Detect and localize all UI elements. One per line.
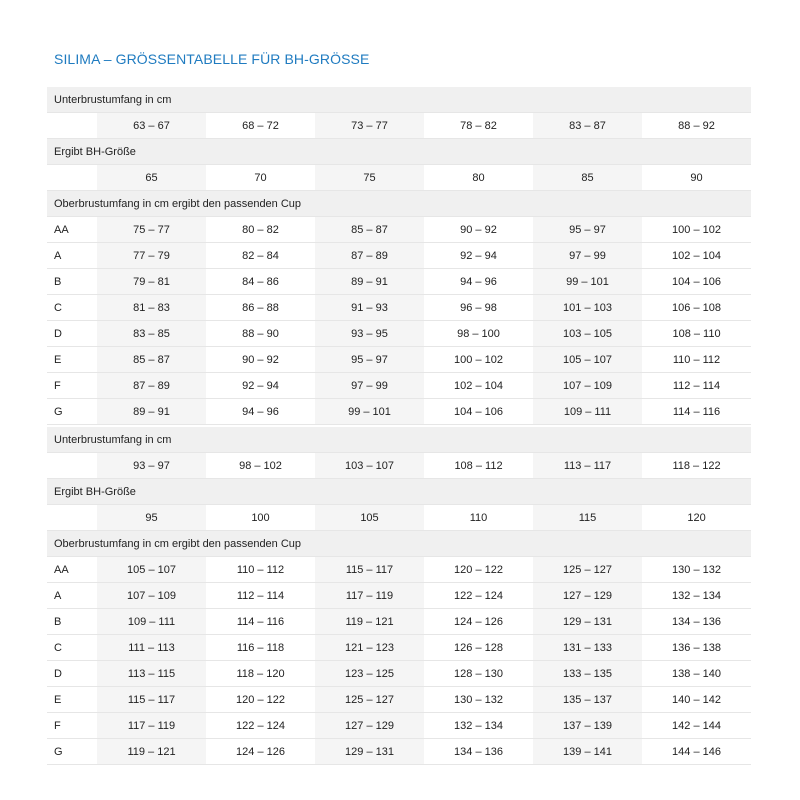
cup-name: A	[47, 583, 97, 609]
bra-size-value: 100	[206, 505, 315, 531]
overbust-value: 83 – 85	[97, 321, 206, 347]
overbust-value: 96 – 98	[424, 295, 533, 321]
overbust-value: 132 – 134	[424, 713, 533, 739]
overbust-value: 105 – 107	[97, 557, 206, 583]
underbust-label: Unterbrustumfang in cm	[47, 87, 751, 113]
cup-name: G	[47, 399, 97, 425]
overbust-value: 102 – 104	[642, 243, 751, 269]
overbust-value: 114 – 116	[206, 609, 315, 635]
overbust-value: 118 – 120	[206, 661, 315, 687]
cup-row	[47, 295, 751, 321]
overbust-value: 103 – 105	[533, 321, 642, 347]
overbust-value: 140 – 142	[642, 687, 751, 713]
overbust-value: 87 – 89	[315, 243, 424, 269]
overbust-value: 95 – 97	[533, 217, 642, 243]
overbust-value: 107 – 109	[533, 373, 642, 399]
underbust-label-row	[47, 87, 751, 113]
cup-name: E	[47, 687, 97, 713]
row-lead-spacer	[47, 113, 97, 139]
overbust-value: 95 – 97	[315, 347, 424, 373]
overbust-value: 128 – 130	[424, 661, 533, 687]
size-label: Ergibt BH-Größe	[47, 139, 751, 165]
sizes-row	[47, 165, 751, 191]
cup-row	[47, 557, 751, 583]
underbust-value: 98 – 102	[206, 453, 315, 479]
overbust-value: 127 – 129	[533, 583, 642, 609]
cup-name: F	[47, 373, 97, 399]
underbust-value: 113 – 117	[533, 453, 642, 479]
overbust-value: 109 – 111	[97, 609, 206, 635]
overbust-value: 102 – 104	[424, 373, 533, 399]
bra-size-value: 120	[642, 505, 751, 531]
overbust-value: 92 – 94	[206, 373, 315, 399]
overbust-value: 139 – 141	[533, 739, 642, 765]
overbust-value: 124 – 126	[424, 609, 533, 635]
bra-size-value: 65	[97, 165, 206, 191]
size-label-row	[47, 479, 751, 505]
sizes-row	[47, 505, 751, 531]
cup-name: F	[47, 713, 97, 739]
overbust-value: 124 – 126	[206, 739, 315, 765]
overbust-value: 82 – 84	[206, 243, 315, 269]
cup-row	[47, 321, 751, 347]
overbust-value: 94 – 96	[424, 269, 533, 295]
overbust-value: 125 – 127	[315, 687, 424, 713]
overbust-value: 101 – 103	[533, 295, 642, 321]
cup-name: E	[47, 347, 97, 373]
cup-name: C	[47, 295, 97, 321]
overbust-value: 117 – 119	[315, 583, 424, 609]
overbust-value: 107 – 109	[97, 583, 206, 609]
cup-name: AA	[47, 217, 97, 243]
overbust-value: 94 – 96	[206, 399, 315, 425]
cup-row	[47, 713, 751, 739]
overbust-value: 138 – 140	[642, 661, 751, 687]
overbust-value: 108 – 110	[642, 321, 751, 347]
underbust-label-row	[47, 427, 751, 453]
overbust-value: 86 – 88	[206, 295, 315, 321]
cup-row	[47, 661, 751, 687]
row-lead-spacer	[47, 453, 97, 479]
overbust-value: 109 – 111	[533, 399, 642, 425]
underbust-label: Unterbrustumfang in cm	[47, 427, 751, 453]
overbust-value: 110 – 112	[642, 347, 751, 373]
overbust-value: 134 – 136	[424, 739, 533, 765]
overbust-value: 99 – 101	[533, 269, 642, 295]
underbust-value: 88 – 92	[642, 113, 751, 139]
overbust-value: 84 – 86	[206, 269, 315, 295]
overbust-value: 119 – 121	[97, 739, 206, 765]
underbust-value: 73 – 77	[315, 113, 424, 139]
cup-row	[47, 583, 751, 609]
overbust-value: 135 – 137	[533, 687, 642, 713]
overbust-value: 132 – 134	[642, 583, 751, 609]
overbust-value: 87 – 89	[97, 373, 206, 399]
overbust-value: 113 – 115	[97, 661, 206, 687]
underbust-value: 78 – 82	[424, 113, 533, 139]
overbust-value: 120 – 122	[206, 687, 315, 713]
overbust-value: 104 – 106	[424, 399, 533, 425]
overbust-value: 133 – 135	[533, 661, 642, 687]
overbust-value: 91 – 93	[315, 295, 424, 321]
overbust-value: 92 – 94	[424, 243, 533, 269]
overbust-value: 122 – 124	[424, 583, 533, 609]
underbust-value: 118 – 122	[642, 453, 751, 479]
row-lead-spacer	[47, 165, 97, 191]
cup-row	[47, 269, 751, 295]
overbust-value: 88 – 90	[206, 321, 315, 347]
overbust-value: 98 – 100	[424, 321, 533, 347]
overbust-value: 115 – 117	[315, 557, 424, 583]
overbust-value: 123 – 125	[315, 661, 424, 687]
underbust-value: 68 – 72	[206, 113, 315, 139]
cup-name: C	[47, 635, 97, 661]
cup-row	[47, 687, 751, 713]
bra-size-value: 115	[533, 505, 642, 531]
cup-label-row	[47, 531, 751, 557]
overbust-value: 126 – 128	[424, 635, 533, 661]
page-title: SILIMA – GRÖSSENTABELLE FÜR BH-GRÖSSE	[54, 51, 370, 67]
overbust-value: 106 – 108	[642, 295, 751, 321]
underbust-values-row	[47, 453, 751, 479]
cup-name: G	[47, 739, 97, 765]
overbust-value: 112 – 114	[642, 373, 751, 399]
overbust-value: 111 – 113	[97, 635, 206, 661]
cup-label: Oberbrustumfang in cm ergibt den passenden Cup	[47, 191, 751, 217]
overbust-value: 134 – 136	[642, 609, 751, 635]
overbust-value: 93 – 95	[315, 321, 424, 347]
underbust-values-row	[47, 113, 751, 139]
overbust-value: 114 – 116	[642, 399, 751, 425]
cup-row	[47, 347, 751, 373]
overbust-value: 80 – 82	[206, 217, 315, 243]
cup-name: D	[47, 321, 97, 347]
overbust-value: 99 – 101	[315, 399, 424, 425]
overbust-value: 137 – 139	[533, 713, 642, 739]
bra-size-value: 75	[315, 165, 424, 191]
bra-size-value: 80	[424, 165, 533, 191]
overbust-value: 85 – 87	[97, 347, 206, 373]
size-label: Ergibt BH-Größe	[47, 479, 751, 505]
overbust-value: 79 – 81	[97, 269, 206, 295]
overbust-value: 125 – 127	[533, 557, 642, 583]
overbust-value: 81 – 83	[97, 295, 206, 321]
overbust-value: 121 – 123	[315, 635, 424, 661]
cup-row	[47, 635, 751, 661]
overbust-value: 90 – 92	[424, 217, 533, 243]
overbust-value: 77 – 79	[97, 243, 206, 269]
overbust-value: 97 – 99	[533, 243, 642, 269]
size-label-row	[47, 139, 751, 165]
bra-size-value: 85	[533, 165, 642, 191]
cup-name: B	[47, 269, 97, 295]
overbust-value: 127 – 129	[315, 713, 424, 739]
overbust-value: 129 – 131	[315, 739, 424, 765]
overbust-value: 136 – 138	[642, 635, 751, 661]
overbust-value: 119 – 121	[315, 609, 424, 635]
bra-size-value: 105	[315, 505, 424, 531]
overbust-value: 75 – 77	[97, 217, 206, 243]
overbust-value: 100 – 102	[424, 347, 533, 373]
cup-name: B	[47, 609, 97, 635]
overbust-value: 130 – 132	[642, 557, 751, 583]
bra-size-value: 70	[206, 165, 315, 191]
size-table-2	[47, 427, 751, 765]
overbust-value: 122 – 124	[206, 713, 315, 739]
cup-row	[47, 739, 751, 765]
overbust-value: 131 – 133	[533, 635, 642, 661]
overbust-value: 117 – 119	[97, 713, 206, 739]
overbust-value: 104 – 106	[642, 269, 751, 295]
underbust-value: 83 – 87	[533, 113, 642, 139]
overbust-value: 115 – 117	[97, 687, 206, 713]
overbust-value: 144 – 146	[642, 739, 751, 765]
size-table-1	[47, 87, 751, 425]
overbust-value: 90 – 92	[206, 347, 315, 373]
overbust-value: 116 – 118	[206, 635, 315, 661]
overbust-value: 110 – 112	[206, 557, 315, 583]
overbust-value: 129 – 131	[533, 609, 642, 635]
overbust-value: 112 – 114	[206, 583, 315, 609]
bra-size-value: 110	[424, 505, 533, 531]
cup-row	[47, 399, 751, 425]
overbust-value: 85 – 87	[315, 217, 424, 243]
underbust-value: 93 – 97	[97, 453, 206, 479]
overbust-value: 130 – 132	[424, 687, 533, 713]
underbust-value: 108 – 112	[424, 453, 533, 479]
overbust-value: 142 – 144	[642, 713, 751, 739]
cup-row	[47, 609, 751, 635]
overbust-value: 120 – 122	[424, 557, 533, 583]
underbust-value: 63 – 67	[97, 113, 206, 139]
overbust-value: 89 – 91	[97, 399, 206, 425]
cup-label: Oberbrustumfang in cm ergibt den passenden Cup	[47, 531, 751, 557]
bra-size-value: 90	[642, 165, 751, 191]
overbust-value: 97 – 99	[315, 373, 424, 399]
cup-name: D	[47, 661, 97, 687]
bra-size-value: 95	[97, 505, 206, 531]
row-lead-spacer	[47, 505, 97, 531]
cup-label-row	[47, 191, 751, 217]
cup-name: AA	[47, 557, 97, 583]
cup-row	[47, 243, 751, 269]
cup-row	[47, 373, 751, 399]
underbust-value: 103 – 107	[315, 453, 424, 479]
overbust-value: 105 – 107	[533, 347, 642, 373]
overbust-value: 89 – 91	[315, 269, 424, 295]
cup-name: A	[47, 243, 97, 269]
cup-row	[47, 217, 751, 243]
overbust-value: 100 – 102	[642, 217, 751, 243]
